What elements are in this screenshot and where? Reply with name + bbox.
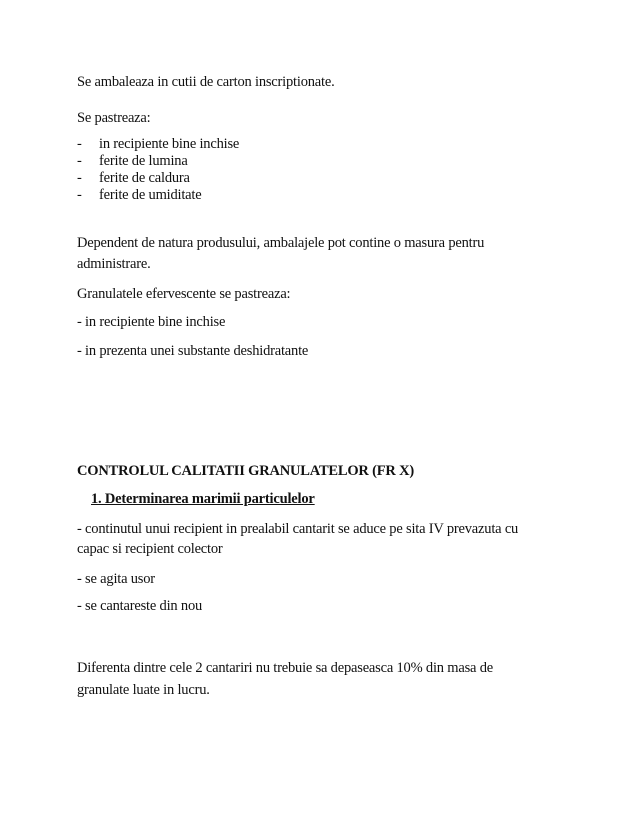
section-heading: CONTROLUL CALITATII GRANULATELOR (FR X)	[77, 463, 415, 479]
list-dash: -	[77, 187, 82, 203]
paragraph-dosing-line-1: Dependent de natura produsului, ambalajele pot contine o masura pentru	[77, 235, 485, 251]
paragraph-sieve-line-2: capac si recipient colector	[77, 541, 223, 557]
paragraph-difference-line-1: Diferenta dintre cele 2 cantariri nu trebuie sa depaseasca 10% din masa de	[77, 660, 493, 676]
list-item-text: ferite de umiditate	[99, 187, 202, 203]
paragraph-shake: - se agita usor	[77, 571, 155, 587]
list-item	[77, 169, 190, 187]
paragraph-dehydrating: - in prezenta unei substante deshidratante	[77, 343, 309, 359]
paragraph-storage-intro: Se pastreaza:	[77, 110, 151, 126]
list-item-text: in recipiente bine inchise	[99, 136, 240, 152]
list-dash: -	[77, 153, 82, 169]
paragraph-reweigh: - se cantareste din nou	[77, 598, 203, 614]
list-item-text: ferite de caldura	[99, 170, 190, 186]
paragraph-sieve-line-1: - continutul unui recipient in prealabil cantarit se aduce pe sita IV prevazuta cu	[77, 521, 519, 537]
paragraph-closed-containers: - in recipiente bine inchise	[77, 314, 226, 330]
list-item	[77, 152, 188, 170]
paragraph-difference-line-2: granulate luate in lucru.	[77, 682, 210, 698]
subsection-heading: 1. Determinarea marimii particulelor	[91, 491, 315, 507]
paragraph-packaging: Se ambaleaza in cutii de carton inscriptionate.	[77, 74, 335, 90]
list-item	[77, 186, 202, 204]
list-dash: -	[77, 136, 82, 152]
list-dash: -	[77, 170, 82, 186]
list-item-text: ferite de lumina	[99, 153, 188, 169]
paragraph-effervescent: Granulatele efervescente se pastreaza:	[77, 286, 291, 302]
list-item	[77, 135, 239, 153]
paragraph-dosing-line-2: administrare.	[77, 256, 151, 272]
